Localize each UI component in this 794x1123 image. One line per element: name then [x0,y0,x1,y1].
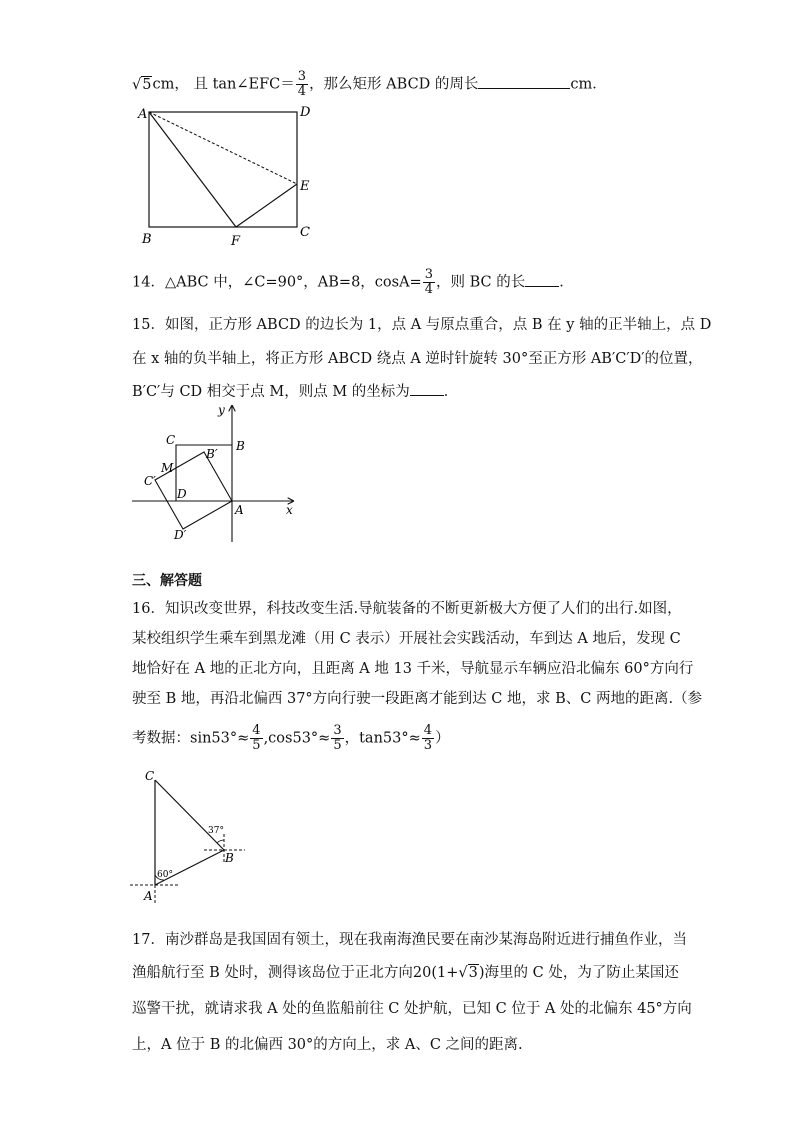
segment-cb [155,780,224,850]
segment-fe [236,184,297,227]
q14-line: 14．△ABC 中，∠C=90°，AB=8，cosA= $\frac{3}{4}$ ，则 BC 的长 ． [132,267,574,297]
fraction: $\frac{3}{4}$ [424,267,433,297]
label-c: C [166,433,176,447]
q15-rotated-square-figure [128,400,303,550]
answer-blank[interactable] [525,272,559,287]
fraction: $\frac{3}{5}$ [333,723,342,753]
q17-line-4: 上，A 位于 B 的北偏西 30°的方向上，求 A、C 之间的距离. [132,1037,523,1053]
label-e: E [300,179,310,194]
label-angle-37: 37° [208,826,224,836]
label-c-prime: C′ [144,474,156,488]
answer-blank[interactable] [478,74,570,89]
fraction: $\frac{4}{5}$ [252,723,261,753]
label-x: x [286,503,293,517]
label-a: A [144,889,153,903]
q13-rectangle-figure [132,100,322,250]
label-y: y [218,403,225,417]
angle-37-arc [217,840,224,843]
segment-af [149,112,236,227]
sqrt-expression: √5 [132,76,152,93]
q16-line-3: 地恰好在 A 地的正北方向，且距离 A 地 13 千米，导航显示车辆应沿北偏东 60°方向行 [132,661,694,677]
fraction: $\frac{3}{4}$ [297,69,307,99]
label-m: M [161,461,174,475]
q17-line-3: 巡警干扰，就请求我 A 处的鱼监船前往 C 处护航，已知 C 位于 A 处的北偏东 45°方向 [132,1001,692,1017]
label-d-prime: D′ [174,528,187,542]
label-b-prime: B′ [206,447,218,461]
fraction: $\frac{4}{3}$ [423,723,433,753]
q13-line: √5cm， 且 tan∠EFC＝ $\frac{3}{4}$ ，那么矩形 ABCD 的周长 cm． [132,69,607,99]
label-a: A [138,107,148,122]
label-d: D [300,105,311,120]
q16-line-1: 16．知识改变世界，科技改变生活.导航装备的不断更新极大方便了人们的出行.如图， [132,601,682,617]
label-b: B [142,232,152,247]
q15-line-3: B′C′与 CD 相交于点 M，则点 M 的坐标为 ． [132,381,458,402]
q15-line-2: 在 x 轴的负半轴上，将正方形 ABCD 绕点 A 逆时针旋转 30°至正方形 AB′C′D′的位置， [132,351,703,367]
q16-navigation-figure [128,764,248,910]
label-a: A [235,503,244,517]
q16-line-5: 考数据：sin53°≈ $\frac{4}{5}$ ,cos53°≈ $\frac{3}{5}$ ，tan53°≈ $\frac{4}{3}$ ） [132,723,450,753]
label-f: F [231,234,241,249]
label-b: B [236,439,245,453]
q17-line-2: 渔船航行至 B 处时，测得该岛位于正北方向20(1+√3)海里的 C 处，为了防止某国还 [132,965,679,981]
answer-blank[interactable] [410,381,444,396]
label-angle-60: 60° [157,870,173,880]
label-d: D [177,487,187,501]
label-c: C [145,769,155,783]
q16-line-4: 驶至 B 地，再沿北偏西 37°方向行驶一段距离才能到达 C 地，求 B、C 两地的距离.（参 [132,691,703,707]
q17-line-1: 17．南沙群岛是我国固有领土，现在我南海渔民要在南沙某海岛附近进行捕鱼作业，当 [132,932,687,948]
segment-ae-dashed [149,112,297,184]
q16-line-2: 某校组织学生乘车到黑龙滩（用 C 表示）开展社会实践活动，车到达 A 地后，发现 C [132,631,681,647]
q15-line-1: 15．如图，正方形 ABCD 的边长为 1，点 A 与原点重合，点 B 在 y 轴的正半轴上，点 D [132,317,712,333]
label-c: C [300,225,310,240]
sqrt-expression: √3 [458,965,478,981]
label-b: B [225,851,234,865]
section-heading: 三、解答题 [132,573,202,589]
